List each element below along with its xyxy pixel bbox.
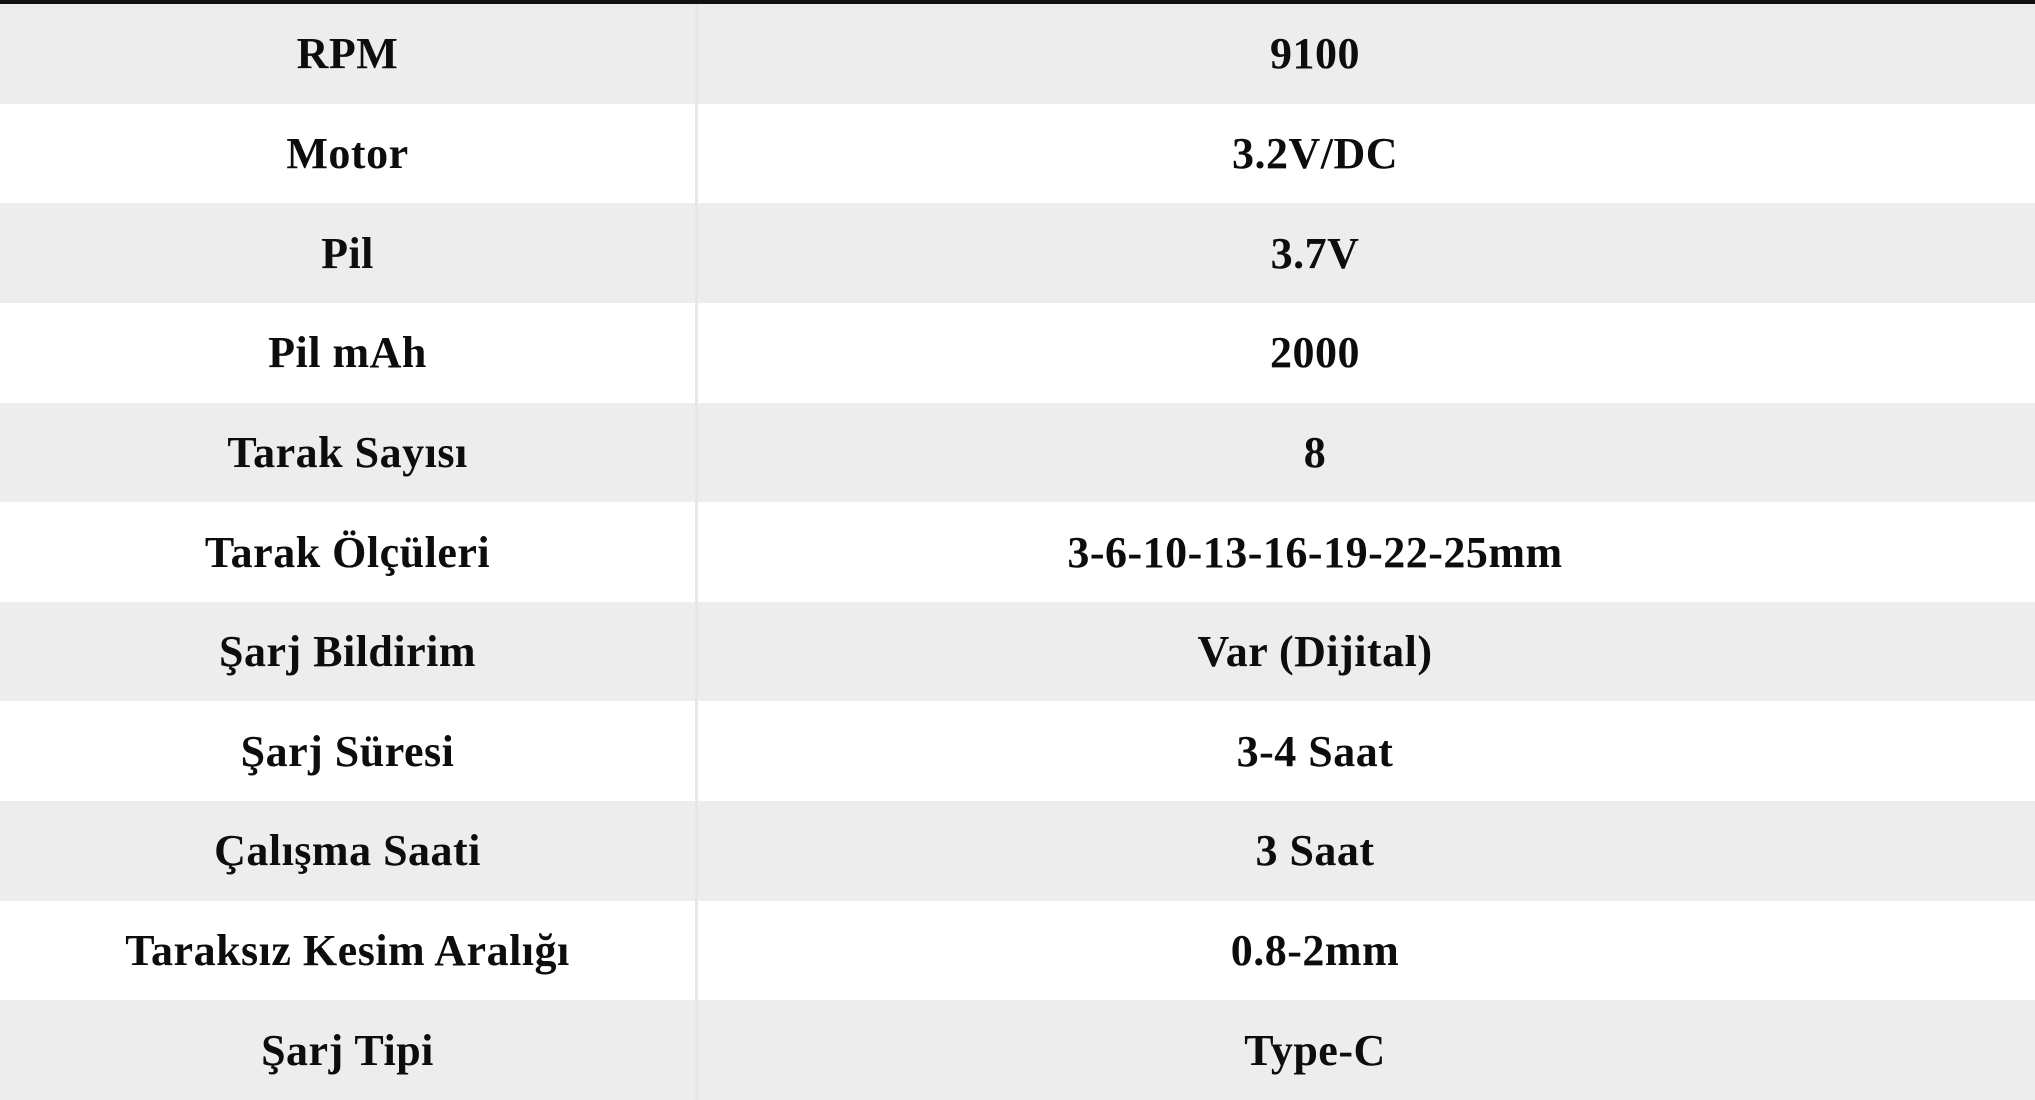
spec-value: 2000 [695, 303, 2035, 403]
spec-label: Şarj Süresi [240, 726, 455, 776]
spec-value: 3-4 Saat [695, 701, 2035, 801]
spec-value: 0.8-2mm [695, 901, 2035, 1001]
table-row [0, 203, 2035, 303]
table-row [0, 4, 2035, 104]
table-row [0, 701, 2035, 801]
spec-label: Çalışma Saati [214, 826, 481, 876]
spec-value: 3.7V [695, 203, 2035, 303]
table-row [0, 801, 2035, 901]
table-row [0, 1000, 2035, 1100]
spec-label: Tarak Sayısı [227, 427, 468, 477]
spec-label: Motor [286, 128, 409, 178]
spec-label: Pil mAh [268, 328, 427, 378]
spec-label: Tarak Ölçüleri [204, 527, 491, 577]
table-row [0, 502, 2035, 602]
spec-label: RPM [296, 29, 399, 79]
spec-label: Şarj Bildirim [218, 627, 477, 677]
spec-label: Pil [321, 228, 374, 278]
spec-value: Type-C [695, 1000, 2035, 1100]
spec-value: 3-6-10-13-16-19-22-25mm [695, 502, 2035, 602]
spec-value: Var (Dijital) [695, 602, 2035, 702]
table-row [0, 303, 2035, 403]
spec-label: Taraksız Kesim Aralığı [125, 926, 570, 976]
spec-label: Şarj Tipi [261, 1025, 434, 1075]
spec-value: 3.2V/DC [695, 104, 2035, 204]
table-row [0, 104, 2035, 204]
spec-value: 8 [695, 403, 2035, 503]
spec-value: 3 Saat [695, 801, 2035, 901]
spec-value: 9100 [695, 4, 2035, 104]
table-row [0, 403, 2035, 503]
table-row [0, 901, 2035, 1001]
table-row [0, 602, 2035, 702]
